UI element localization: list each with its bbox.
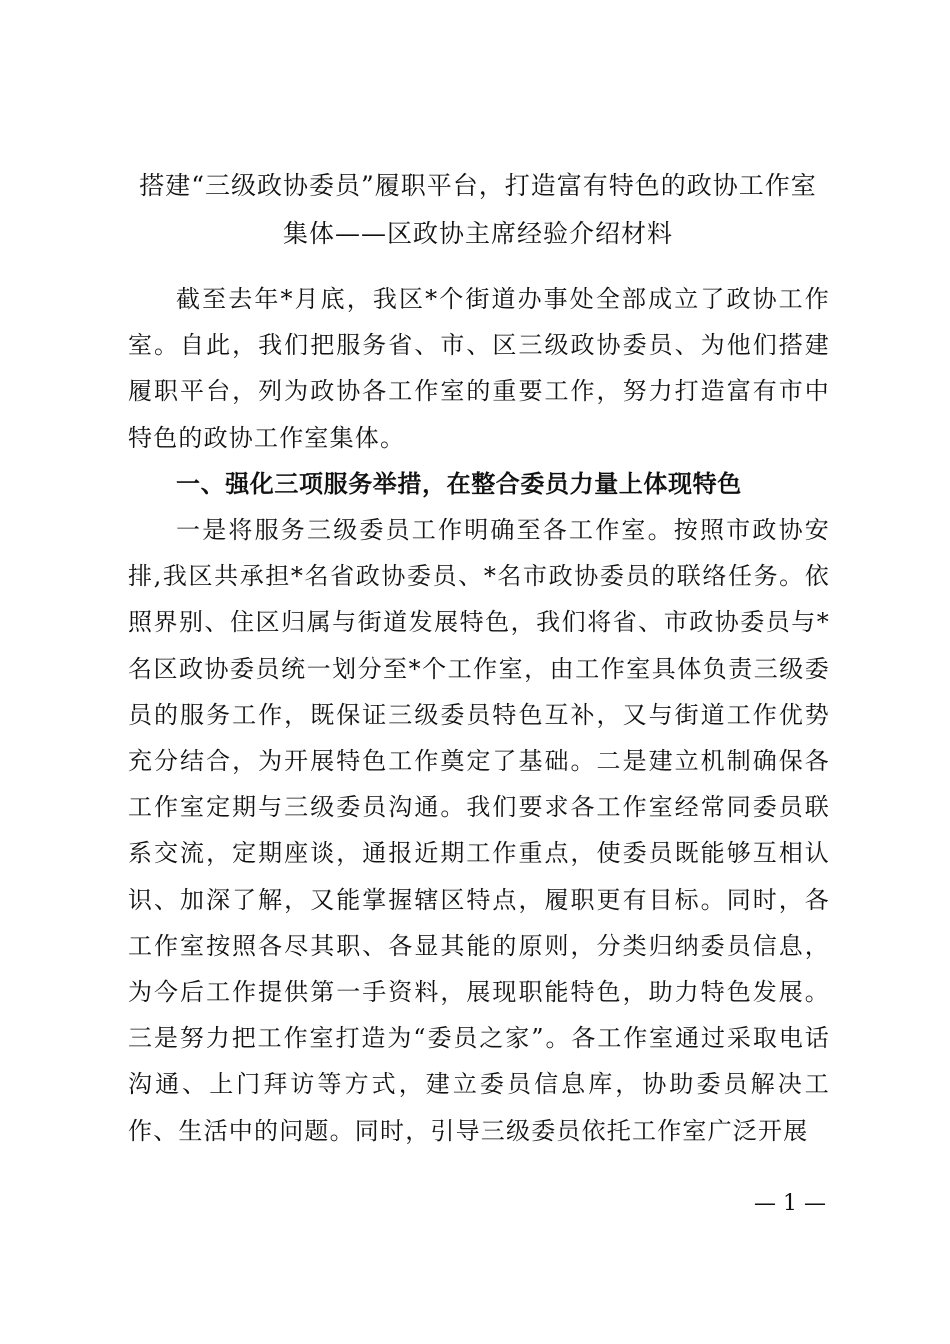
document-title-line-2: 集体——区政协主席经验介绍材料 (282, 219, 673, 248)
page-number: — 1 — (754, 1191, 826, 1216)
section-1-heading: 一、强化三项服务举措，在整合委员力量上体现特色 (176, 469, 742, 498)
section-1-paragraph: 一是将服务三级委员工作明确至各工作室。按照市政协安排,我区共承担*名省政协委员、*名市政协委员的联络任务。依照界别、住区归属与街道发展特色，我们将省、市政协委员与*名区政协委员统一划分至*个工作室，由工作室具体负责三级委员的服务工作，既保证三级委员特色互补，又与街道工作优势充分结合，为开展特色工作奠定了基础。二是建立机制确保各工作室定期与三级委员沟通。我们要求各工作室经常同委员联系交流，定期座谈，通报近期工作重点，使委员既能够互相认识、加深了解，又能掌握辖区特点，履职更有目标。同时，各工作室按照各尽其职、各显其能的原则，分类归纳委员信息，为今后工作提供第一手资料，展现职能特色，助力特色发展。三是努力把工作室打造为“委员之家”。各工作室通过采取电话沟通、上门拜访等方式，建立委员信息库，协助委员解决工作、生活中的问题。同时，引导三级委员依托工作室广泛开展 (128, 516, 830, 1145)
document-body (128, 276, 830, 1154)
document-title-line-1: 搭建“三级政协委员”履职平台，打造富有特色的政协工作室 (139, 171, 817, 200)
intro-paragraph: 截至去年*月底，我区*个街道办事处全部成立了政协工作室。自此，我们把服务省、市、区三级政协委员、为他们搭建履职平台，列为政协各工作室的重要工作，努力打造富有市中特色的政协工作室集体。 (128, 285, 830, 452)
